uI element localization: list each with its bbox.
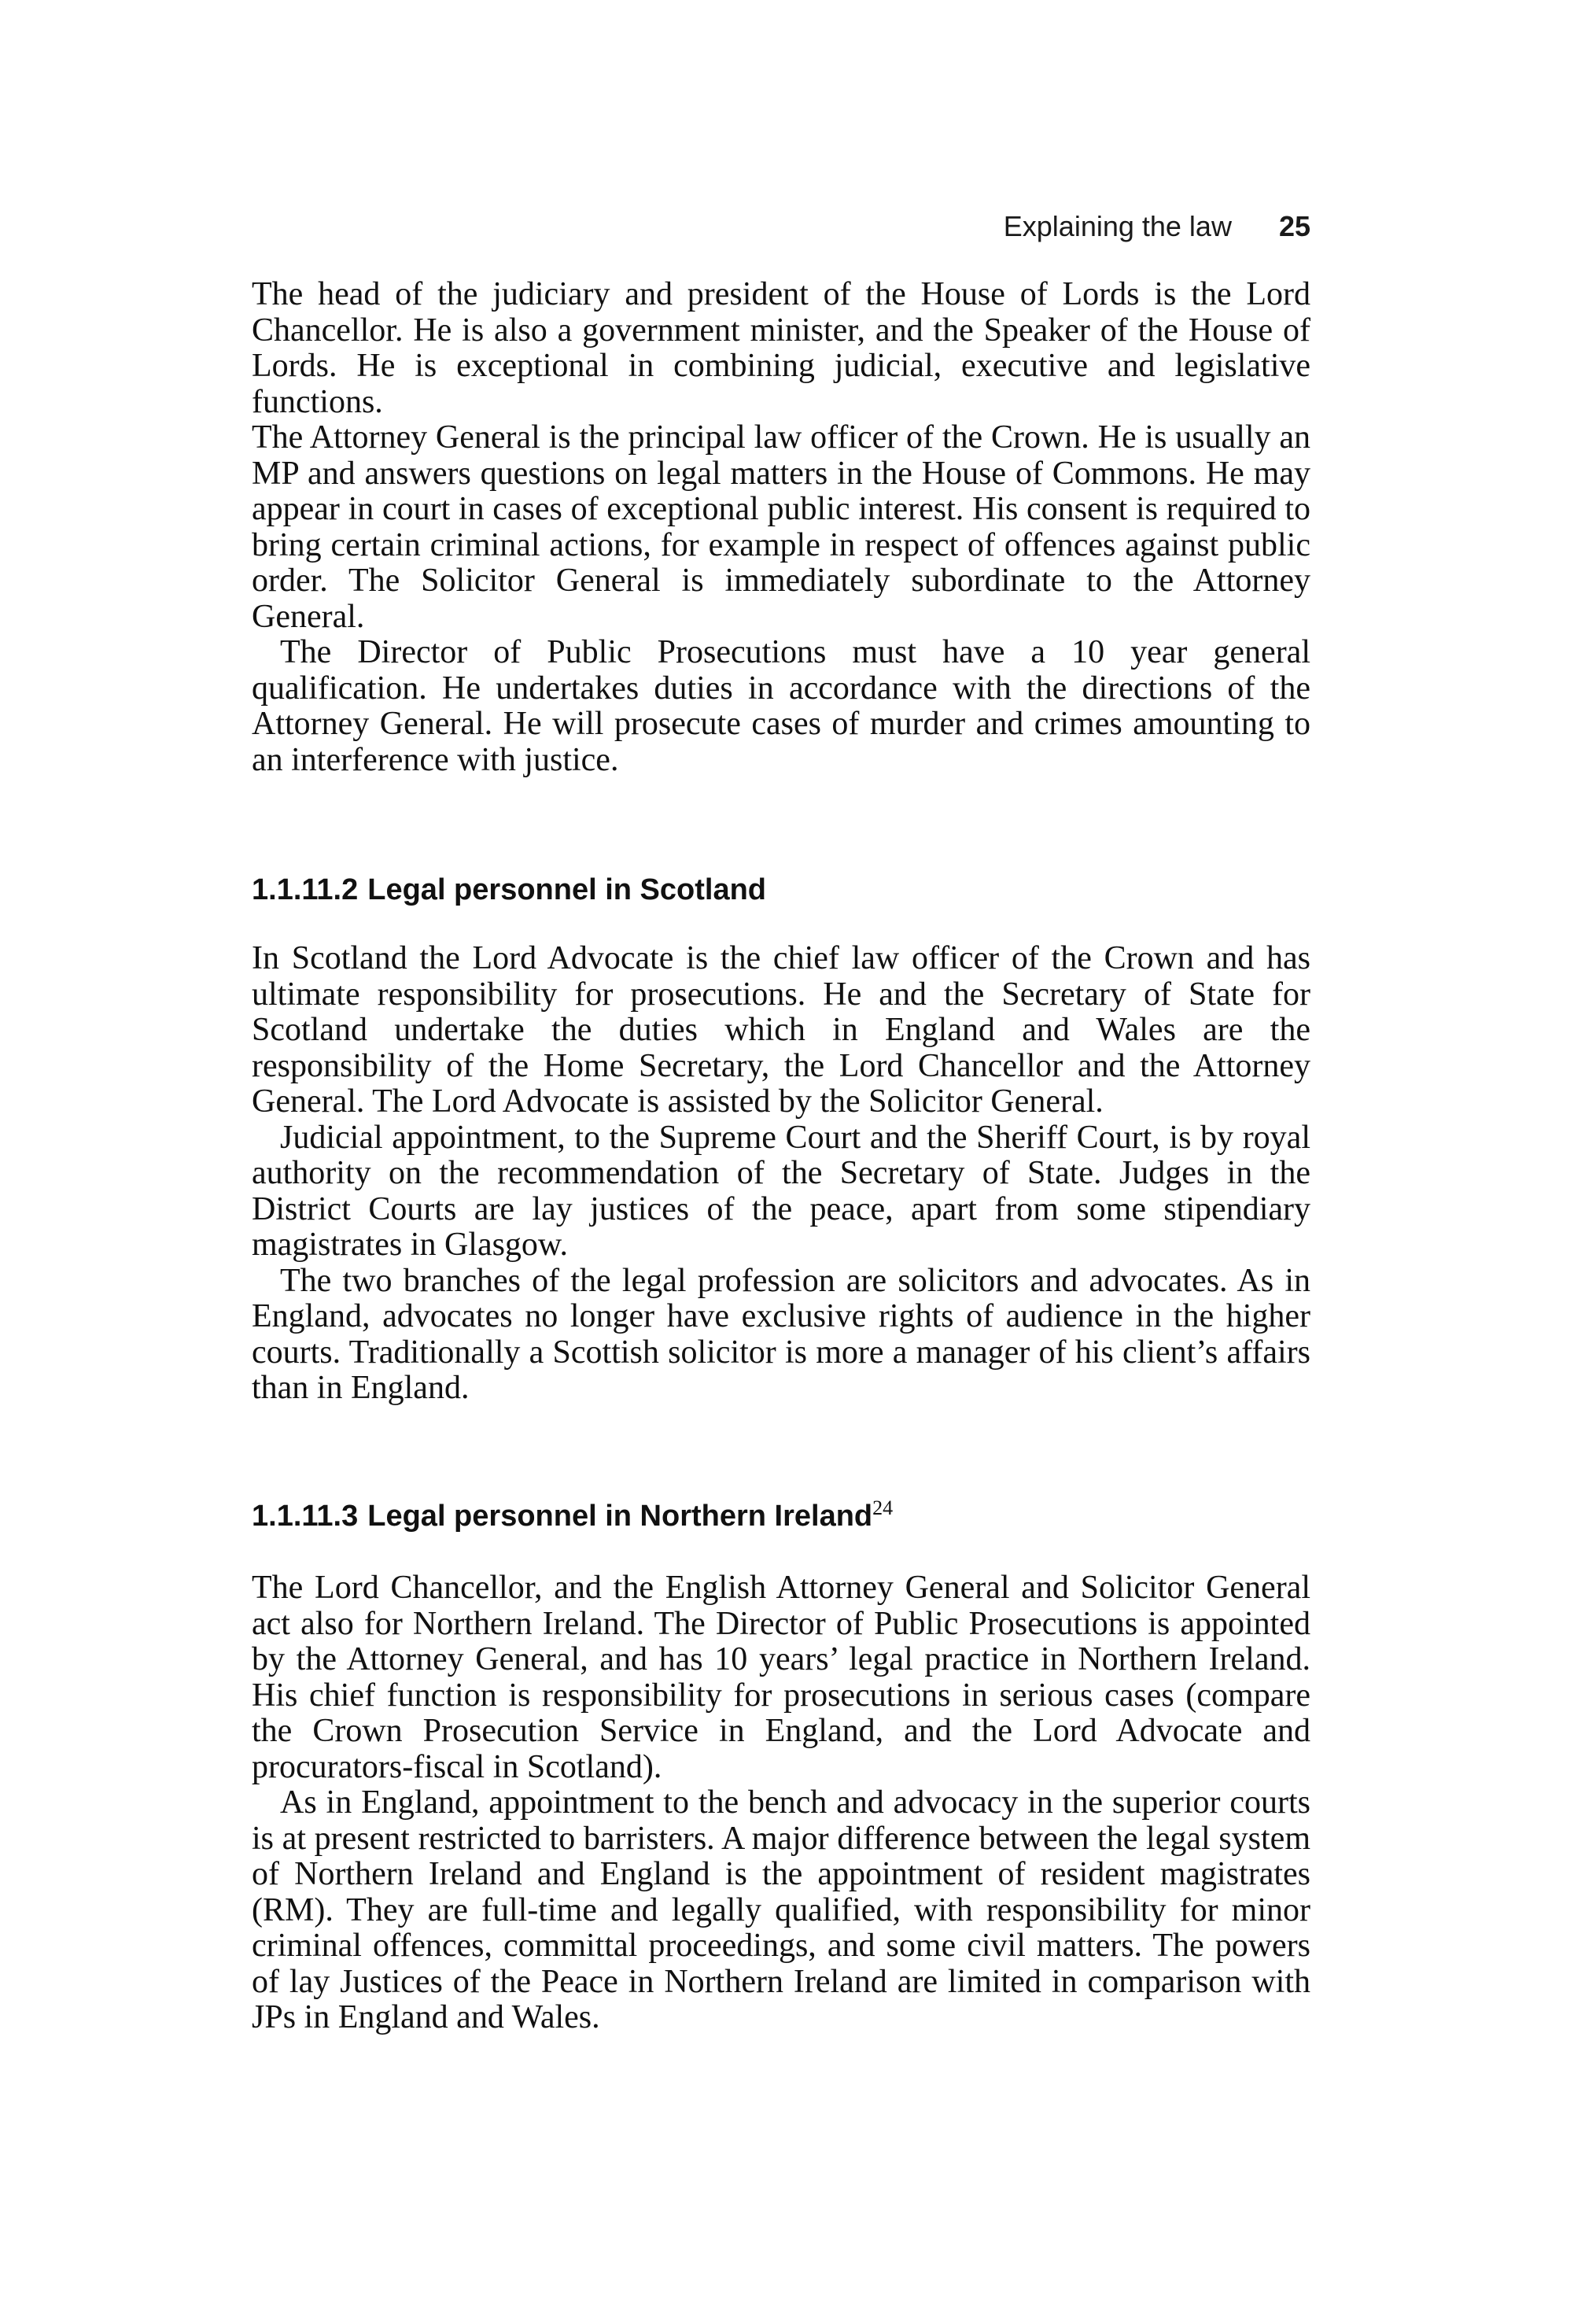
section-northern-ireland	[252, 1570, 1310, 2036]
section-number: 1.1.11.2	[252, 873, 359, 906]
section-title: Legal personnel in Scotland	[367, 873, 766, 906]
paragraph: In Scotland the Lord Advocate is the chief law officer of the Crown and has ultimate responsibility for prosecutions. He and the Secretary of State for Scotland undertake the duties which in England and Wales are the responsibility of the Home Secretary, the Lord Chancellor and the Attorney General. The Lord Advocate is assisted by the Solicitor General.	[252, 940, 1310, 1120]
section-intro	[252, 277, 1310, 778]
section-number: 1.1.11.3	[252, 1500, 359, 1533]
page-number: 25	[1278, 210, 1310, 242]
section-heading-scotland	[252, 872, 1310, 908]
paragraph: The Director of Public Prosecutions must have a 10 year general qualification. He undertakes duties in accordance with the directions of the Attorney General. He will prosecute cases of murder and crimes amounting to an interference with justice.	[252, 634, 1310, 778]
section-scotland	[252, 941, 1310, 1407]
paragraph: The head of the judiciary and president of the House of Lords is the Lord Chancellor. He is also a government minister, and the Speaker of the House of Lords. He is exceptional in combining judicial, executive and legislative functions.	[252, 276, 1310, 420]
paragraph: Judicial appointment, to the Supreme Court and the Sheriff Court, is by royal authority on the recommendation of the Secretary of State. Judges in the District Courts are lay justices of the peace, apart from some stipendiary magistrates in Glasgow.	[252, 1119, 1310, 1263]
running-head-title: Explaining the law	[1003, 210, 1232, 242]
paragraph: The Lord Chancellor, and the English Attorney General and Solicitor General act also for Northern Ireland. The Director of Public Prosecutions is appointed by the Attorney General, and has 10 years’ legal practice in Northern Ireland. His chief function is responsibility for prosecutions in serious cases (compare the Crown Prosecution Service in England, and the Lord Advocate and procurators-fiscal in Scotland).	[252, 1570, 1310, 1785]
paragraph: The two branches of the legal profession are solicitors and advocates. As in England, advocates no longer have exclusive rights of audience in the higher courts. Traditionally a Scottish solicitor is more a manager of his client’s affairs than in England.	[252, 1262, 1310, 1406]
running-head	[252, 209, 1310, 244]
paragraph: As in England, appointment to the bench and advocacy in the superior courts is at present restricted to barristers. A major difference between the legal system of Northern Ireland and England is the appointment of resident magistrates (RM). They are full-time and legally qualified, with responsibility for minor criminal offences, committal proceedings, and some civil matters. The powers of lay Justices of the Peace in Northern Ireland are limited in comparison with JPs in England and Wales.	[252, 1784, 1310, 2035]
paragraph: The Attorney General is the principal law officer of the Crown. He is usually an MP and answers questions on legal matters in the House of Commons. He may appear in court in cases of exceptional public interest. His consent is required to bring certain criminal actions, for example in respect of offences against public order. The Solicitor General is immediately subordinate to the Attorney General.	[252, 419, 1310, 635]
footnote-marker[interactable]: 24	[872, 1496, 894, 1519]
section-heading-northern-ireland	[252, 1498, 1310, 1534]
section-title: Legal personnel in Northern Ireland	[367, 1500, 873, 1533]
